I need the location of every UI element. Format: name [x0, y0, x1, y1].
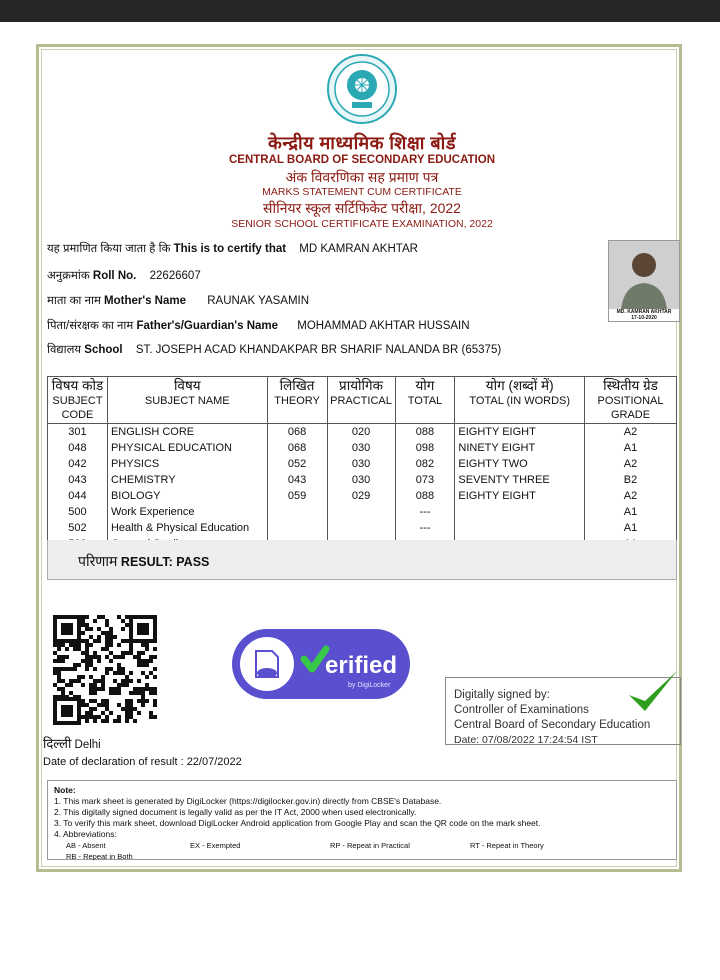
cell-grade: B2 — [585, 472, 677, 488]
father-hi-label: पिता/संरक्षक का नाम — [47, 320, 134, 332]
note-item: 3. To verify this mark sheet, download DigiLocker Android application from Google Play and scan the QR code on the mark sheet. — [54, 818, 541, 828]
roll-en-label: Roll No. — [92, 270, 137, 282]
column-header-hi: स्थितीय ग्रेड — [603, 378, 658, 393]
father-en-label: Father's/Guardian's Name — [136, 320, 279, 332]
cell-grade: A1 — [585, 440, 677, 456]
abbreviation-item: AB - Absent — [66, 841, 106, 850]
cell-words: NINETY EIGHT — [455, 440, 585, 456]
column-header — [327, 377, 395, 424]
note-item: 4. Abbreviations: — [54, 829, 117, 839]
photo-caption-name: MD. KAMRAN AKHTAR — [616, 309, 672, 315]
cell-total: 073 — [395, 472, 455, 488]
certify-en-label: This is to certify that — [173, 243, 287, 255]
abbreviations-row — [54, 851, 670, 862]
english-exam-title: SENIOR SCHOOL CERTIFICATE EXAMINATION, 2022 — [231, 218, 493, 230]
verified-text: erified — [325, 652, 398, 679]
cell-total: 088 — [395, 488, 455, 504]
father-name: MOHAMMAD AKHTAR HUSSAIN — [297, 320, 470, 332]
column-header-en: TOTAL — [407, 394, 443, 407]
abbreviation-item: RB - Repeat in Both — [66, 852, 133, 861]
note-item: 2. This digitally signed document is legally valid as per the IT Act, 2000 when used electronically. — [54, 807, 417, 817]
cell-grade: A1 — [585, 504, 677, 520]
signature-line-1: Digitally signed by: — [454, 689, 550, 701]
column-header-hi: प्रायोगिक — [339, 378, 383, 393]
mother-name: RAUNAK YASAMIN — [207, 295, 310, 307]
qr-code[interactable] — [53, 615, 157, 725]
marks-table — [47, 376, 677, 553]
column-header-en: POSITIONAL GRADE — [597, 394, 664, 421]
column-header-hi: लिखित — [279, 378, 315, 393]
signature-line-2: Controller of Examinations — [454, 704, 589, 716]
cell-name: ENGLISH CORE — [107, 424, 267, 441]
result-line — [78, 552, 209, 571]
result-hi-label: परिणाम — [78, 553, 118, 569]
column-header — [585, 377, 677, 424]
school-line — [47, 342, 501, 357]
cell-words — [455, 504, 585, 520]
roll-line — [47, 268, 201, 283]
cell-theory: 052 — [267, 456, 327, 472]
verified-subtext: by DigiLocker — [348, 682, 391, 689]
abbreviation-item: EX - Exempted — [190, 841, 241, 850]
column-header-hi: विषय कोड — [51, 378, 104, 393]
cell-words: SEVENTY THREE — [455, 472, 585, 488]
cell-words: EIGHTY EIGHT — [455, 488, 585, 504]
notes-box — [47, 780, 677, 860]
abbreviation-item: RP - Repeat in Practical — [330, 841, 410, 850]
declaration-date: Date of declaration of result : 22/07/2022 — [43, 756, 242, 768]
abbreviations-row — [54, 840, 670, 851]
cell-code: 048 — [48, 440, 108, 456]
english-board-title: CENTRAL BOARD OF SECONDARY EDUCATION — [229, 154, 495, 166]
column-header — [107, 377, 267, 424]
cell-code: 301 — [48, 424, 108, 441]
cell-code: 044 — [48, 488, 108, 504]
column-header — [455, 377, 585, 424]
cell-theory: 068 — [267, 440, 327, 456]
student-photo — [608, 240, 680, 322]
column-header-hi: योग — [415, 378, 435, 393]
cell-name: Health & Physical Education — [107, 520, 267, 536]
table-body — [48, 424, 677, 553]
cell-code: 500 — [48, 504, 108, 520]
roll-number: 22626607 — [149, 270, 201, 282]
cell-words — [455, 520, 585, 536]
cell-grade: A2 — [585, 456, 677, 472]
result-value: PASS — [176, 555, 210, 569]
cell-practical: 020 — [327, 424, 395, 441]
column-header-hi: विषय — [173, 378, 201, 393]
table-header-row — [48, 377, 677, 424]
certify-hi-label: यह प्रमाणित किया जाता है कि — [47, 243, 171, 255]
result-box — [47, 540, 677, 580]
column-header-en: SUBJECT NAME — [144, 394, 230, 407]
cell-name: PHYSICAL EDUCATION — [107, 440, 267, 456]
cell-total: 082 — [395, 456, 455, 472]
person-icon — [609, 241, 679, 311]
column-header-en: TOTAL (IN WORDS) — [469, 394, 571, 407]
cell-theory — [267, 520, 327, 536]
student-name: MD KAMRAN AKHTAR — [299, 243, 418, 255]
notes-title: Note: — [54, 785, 76, 795]
cell-total: 088 — [395, 424, 455, 441]
cell-name: Work Experience — [107, 504, 267, 520]
column-header — [48, 377, 108, 424]
certify-line — [47, 241, 418, 256]
column-header — [395, 377, 455, 424]
photo-caption-date: 17-10-2020 — [631, 315, 657, 321]
result-en-label: RESULT: — [120, 555, 173, 569]
check-icon — [625, 665, 681, 721]
cell-practical: 030 — [327, 456, 395, 472]
cell-code: 043 — [48, 472, 108, 488]
cell-grade: A2 — [585, 488, 677, 504]
cell-theory: 059 — [267, 488, 327, 504]
table-row — [48, 520, 677, 536]
table-row — [48, 440, 677, 456]
cell-words: EIGHTY TWO — [455, 456, 585, 472]
cell-practical: 030 — [327, 440, 395, 456]
cell-practical — [327, 504, 395, 520]
signature-date: Date: 07/08/2022 17:24:54 IST — [454, 734, 598, 746]
cell-theory: 043 — [267, 472, 327, 488]
column-header — [267, 377, 327, 424]
cell-practical — [327, 520, 395, 536]
place-hi: दिल्ली — [43, 736, 72, 751]
school-hi-label: विद्यालय — [47, 344, 82, 356]
school-en-label: School — [84, 344, 123, 356]
place-line — [43, 734, 101, 752]
cell-words: EIGHTY EIGHT — [455, 424, 585, 441]
table-row — [48, 456, 677, 472]
abbreviation-item: RT - Repeat in Theory — [470, 841, 544, 850]
signature-line-3: Central Board of Secondary Education — [454, 719, 651, 731]
table-row — [48, 424, 677, 441]
cbse-logo — [326, 51, 398, 127]
cell-theory — [267, 504, 327, 520]
hindi-board-title: केन्द्रीय माध्यमिक शिक्षा बोर्ड — [268, 133, 456, 153]
cell-name: CHEMISTRY — [107, 472, 267, 488]
english-document-title: MARKS STATEMENT CUM CERTIFICATE — [262, 186, 462, 198]
column-header-hi: योग (शब्दों में) — [485, 378, 554, 393]
cell-grade: A1 — [585, 520, 677, 536]
hindi-exam-title: सीनियर स्कूल सर्टिफिकेट परीक्षा, 2022 — [263, 200, 461, 216]
column-header-en: THEORY — [274, 394, 320, 407]
mother-hi-label: माता का नाम — [47, 295, 101, 307]
table-row — [48, 472, 677, 488]
cell-total: 098 — [395, 440, 455, 456]
column-header-en: PRACTICAL — [330, 394, 392, 407]
cell-theory: 068 — [267, 424, 327, 441]
cell-practical: 030 — [327, 472, 395, 488]
hindi-document-title: अंक विवरणिका सह प्रमाण पत्र — [285, 169, 439, 185]
school-name: ST. JOSEPH ACAD KHANDAKPAR BR SHARIF NALANDA BR (65375) — [135, 344, 502, 356]
cell-practical: 029 — [327, 488, 395, 504]
top-bar — [0, 0, 720, 22]
place-en: Delhi — [74, 739, 101, 751]
mother-line — [47, 293, 309, 308]
cell-name: BIOLOGY — [107, 488, 267, 504]
cell-code: 502 — [48, 520, 108, 536]
note-item: 1. This mark sheet is generated by DigiLocker (https://digilocker.gov.in) directly from CBSE's Database. — [54, 796, 442, 806]
cell-total: --- — [395, 504, 455, 520]
cell-name: PHYSICS — [107, 456, 267, 472]
digilocker-verified-badge — [232, 629, 410, 699]
cell-code: 042 — [48, 456, 108, 472]
father-line — [47, 318, 470, 333]
roll-hi-label: अनुक्रमांक — [47, 270, 90, 282]
marksheet-frame — [36, 44, 682, 872]
table-row — [48, 488, 677, 504]
cell-total: --- — [395, 520, 455, 536]
photo-caption — [609, 309, 679, 321]
cell-grade: A2 — [585, 424, 677, 441]
column-header-en: SUBJECT CODE — [52, 394, 103, 421]
table-row — [48, 504, 677, 520]
mother-en-label: Mother's Name — [104, 295, 187, 307]
